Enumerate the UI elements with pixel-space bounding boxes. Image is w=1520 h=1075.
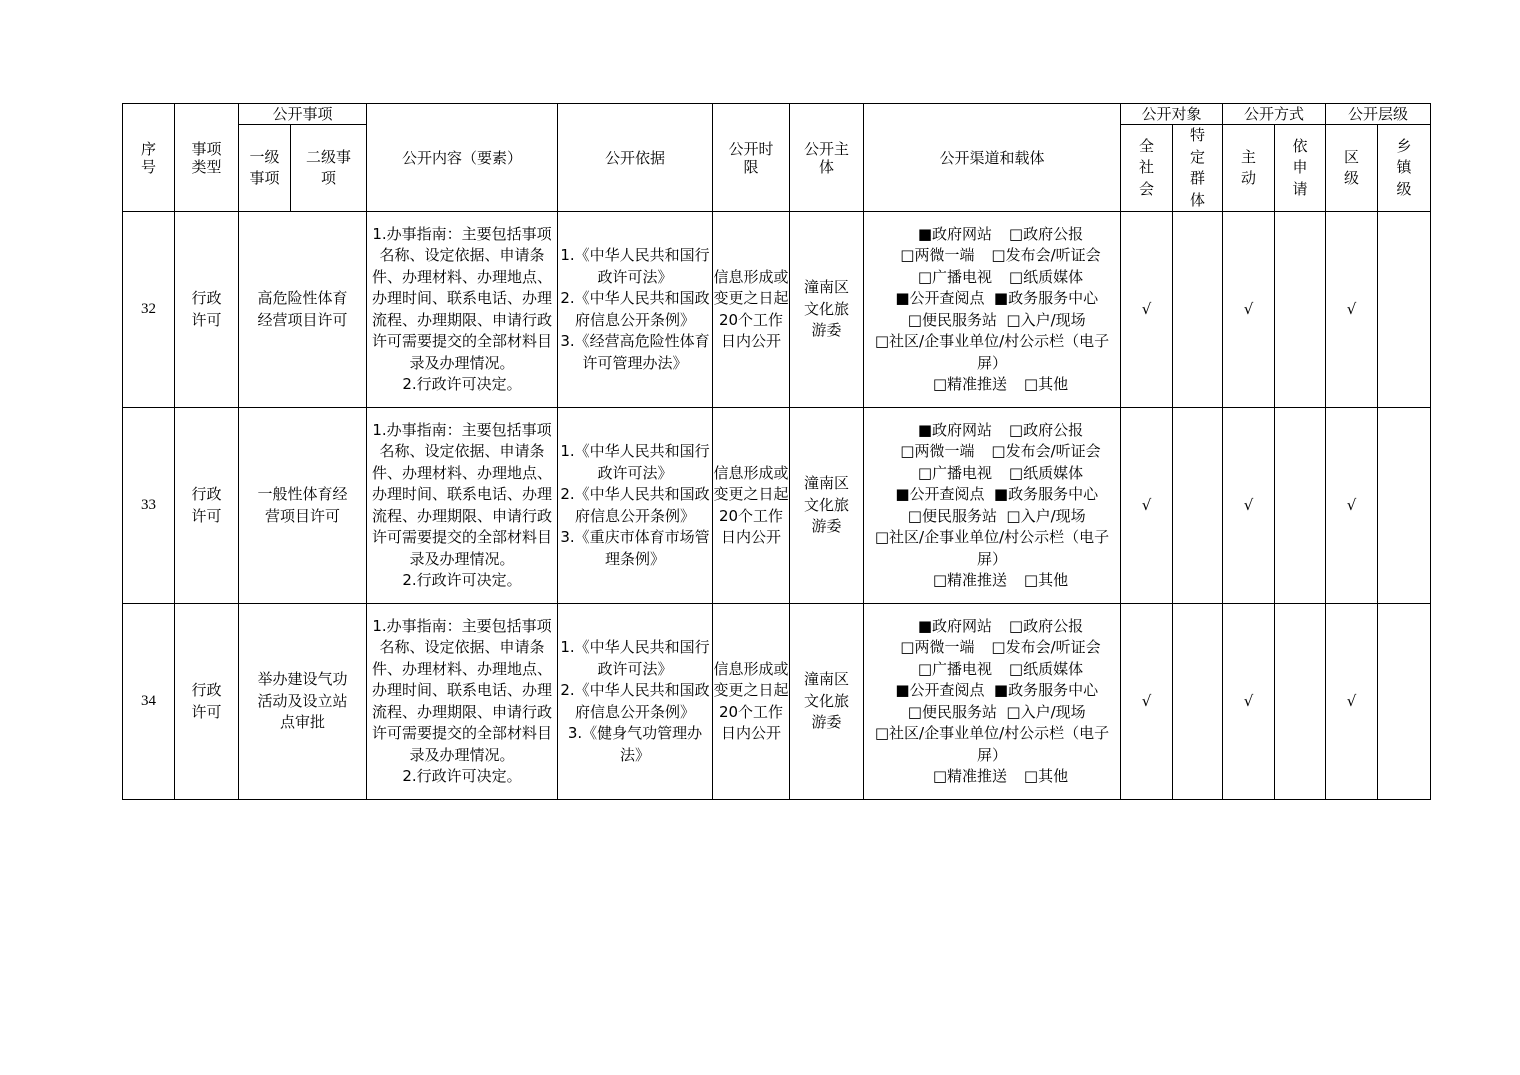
channel-option: □纸质媒体 — [1008, 267, 1084, 286]
channel-option: □政府公报 — [1008, 224, 1084, 243]
row-specific-group — [1173, 408, 1223, 604]
header-row-1 — [123, 104, 1431, 125]
row-time-limit: 信息形成或变更之日起20个工作日内公开 — [713, 604, 790, 800]
channel-option: □政府公报 — [1008, 420, 1084, 439]
channel-option: □广播电视 — [917, 267, 993, 286]
row-district: √ — [1326, 212, 1378, 408]
row-on-request — [1275, 408, 1326, 604]
row-subject: 潼南区 文化旅 游委 — [790, 408, 864, 604]
channel-option: □入户/现场 — [1006, 310, 1086, 329]
row-content: 1.办事指南：主要包括事项名称、设定依据、申请条件、办理材料、办理地点、办理时间、联系电话、办理流程、办理期限、申请行政许可需要提交的全部材料目录及办理情况。 2.行政许可决定。 — [367, 408, 558, 604]
row-channels — [864, 604, 1121, 800]
channel-option: □政府公报 — [1008, 616, 1084, 635]
row-all-society: √ — [1121, 604, 1173, 800]
header-on-request: 依 申 请 — [1275, 125, 1326, 212]
header-type: 事项 类型 — [175, 104, 239, 212]
row-active: √ — [1223, 604, 1275, 800]
channel-option: ■公开查阅点 — [895, 681, 985, 699]
row-item-name: 高危险性体育 经营项目许可 — [239, 212, 367, 408]
channel-option: □两微一端 — [900, 638, 975, 656]
channel-option: ■政务服务中心 — [993, 485, 1099, 503]
row-time-limit: 信息形成或变更之日起20个工作日内公开 — [713, 212, 790, 408]
channel-option: □便民服务站 — [907, 702, 997, 721]
row-all-society: √ — [1121, 408, 1173, 604]
header-district: 区 级 — [1326, 125, 1378, 212]
row-type: 行政 许可 — [175, 604, 239, 800]
row-township — [1378, 604, 1431, 800]
row-basis: 1.《中华人民共和国行政许可法》 2.《中华人民共和国政府信息公开条例》 3.《经营高危险性体育许可管理办法》 — [558, 212, 713, 408]
table-row — [123, 604, 1431, 800]
row-seq: 33 — [123, 408, 175, 604]
row-content: 1.办事指南：主要包括事项名称、设定依据、申请条件、办理材料、办理地点、办理时间、联系电话、办理流程、办理期限、申请行政许可需要提交的全部材料目录及办理情况。 2.行政许可决定。 — [367, 604, 558, 800]
table-row — [123, 408, 1431, 604]
header-gongkai-shixiang: 公开事项 — [239, 104, 367, 125]
header-content: 公开内容（要素） — [367, 104, 558, 212]
header-active: 主 动 — [1223, 125, 1275, 212]
row-type: 行政 许可 — [175, 408, 239, 604]
header-all-society: 全 社 会 — [1121, 125, 1173, 212]
row-on-request — [1275, 604, 1326, 800]
channel-option: □其他 — [1023, 375, 1069, 393]
row-channels — [864, 212, 1121, 408]
channel-option: □便民服务站 — [907, 310, 997, 329]
row-district: √ — [1326, 408, 1378, 604]
channel-option: ■政务服务中心 — [993, 681, 1099, 699]
channel-option: □广播电视 — [917, 463, 993, 482]
channel-option: □精准推送 — [932, 375, 1008, 393]
row-seq: 34 — [123, 604, 175, 800]
row-township — [1378, 408, 1431, 604]
row-active: √ — [1223, 408, 1275, 604]
header-method-group: 公开方式 — [1223, 104, 1326, 125]
disclosure-table — [122, 103, 1431, 800]
header-level2: 二级事 项 — [291, 125, 367, 212]
row-basis: 1.《中华人民共和国行政许可法》 2.《中华人民共和国政府信息公开条例》 3.《重庆市体育市场管理条例》 — [558, 408, 713, 604]
header-level1: 一级 事项 — [239, 125, 291, 212]
channel-option: □其他 — [1023, 571, 1069, 589]
header-object-group: 公开对象 — [1121, 104, 1223, 125]
row-item-name: 举办建设气功 活动及设立站 点审批 — [239, 604, 367, 800]
row-subject: 潼南区 文化旅 游委 — [790, 604, 864, 800]
row-channels — [864, 408, 1121, 604]
header-seq: 序 号 — [123, 104, 175, 212]
channel-option: □两微一端 — [900, 246, 975, 264]
channel-option: □社区/企事业单位/村公示栏（电子屏） — [874, 528, 1110, 568]
channel-option: □精准推送 — [932, 571, 1008, 589]
channel-option: □社区/企事业单位/村公示栏（电子屏） — [874, 724, 1110, 764]
channel-option: □纸质媒体 — [1008, 463, 1084, 482]
header-subject: 公开主 体 — [790, 104, 864, 212]
channel-option: ■政务服务中心 — [993, 289, 1099, 307]
channel-option: □其他 — [1023, 767, 1069, 785]
channel-option: □精准推送 — [932, 767, 1008, 785]
channel-option: ■公开查阅点 — [895, 485, 985, 503]
channel-option: ■政府网站 — [917, 420, 993, 439]
row-subject: 潼南区 文化旅 游委 — [790, 212, 864, 408]
row-on-request — [1275, 212, 1326, 408]
header-specific-group: 特 定 群 体 — [1173, 125, 1223, 212]
header-channel: 公开渠道和载体 — [864, 104, 1121, 212]
row-active: √ — [1223, 212, 1275, 408]
row-township — [1378, 212, 1431, 408]
row-specific-group — [1173, 604, 1223, 800]
row-basis: 1.《中华人民共和国行政许可法》 2.《中华人民共和国政府信息公开条例》 3.《健身气功管理办法》 — [558, 604, 713, 800]
row-seq: 32 — [123, 212, 175, 408]
channel-option: □发布会/听证会 — [991, 442, 1101, 460]
channel-option: □广播电视 — [917, 659, 993, 678]
row-item-name: 一般性体育经 营项目许可 — [239, 408, 367, 604]
row-all-society: √ — [1121, 212, 1173, 408]
row-district: √ — [1326, 604, 1378, 800]
channel-option: ■政府网站 — [917, 616, 993, 635]
row-content: 1.办事指南：主要包括事项名称、设定依据、申请条件、办理材料、办理地点、办理时间、联系电话、办理流程、办理期限、申请行政许可需要提交的全部材料目录及办理情况。 2.行政许可决定。 — [367, 212, 558, 408]
channel-option: □入户/现场 — [1006, 506, 1086, 525]
channel-option: □社区/企事业单位/村公示栏（电子屏） — [874, 332, 1110, 372]
header-time-limit: 公开时 限 — [713, 104, 790, 212]
header-township: 乡 镇 级 — [1378, 125, 1431, 212]
row-specific-group — [1173, 212, 1223, 408]
channel-option: □发布会/听证会 — [991, 638, 1101, 656]
header-level-group: 公开层级 — [1326, 104, 1431, 125]
channel-option: ■公开查阅点 — [895, 289, 985, 307]
channel-option: □便民服务站 — [907, 506, 997, 525]
channel-option: □两微一端 — [900, 442, 975, 460]
row-time-limit: 信息形成或变更之日起20个工作日内公开 — [713, 408, 790, 604]
row-type: 行政 许可 — [175, 212, 239, 408]
header-basis: 公开依据 — [558, 104, 713, 212]
channel-option: □发布会/听证会 — [991, 246, 1101, 264]
channel-option: ■政府网站 — [917, 224, 993, 243]
channel-option: □入户/现场 — [1006, 702, 1086, 721]
table-row — [123, 212, 1431, 408]
channel-option: □纸质媒体 — [1008, 659, 1084, 678]
